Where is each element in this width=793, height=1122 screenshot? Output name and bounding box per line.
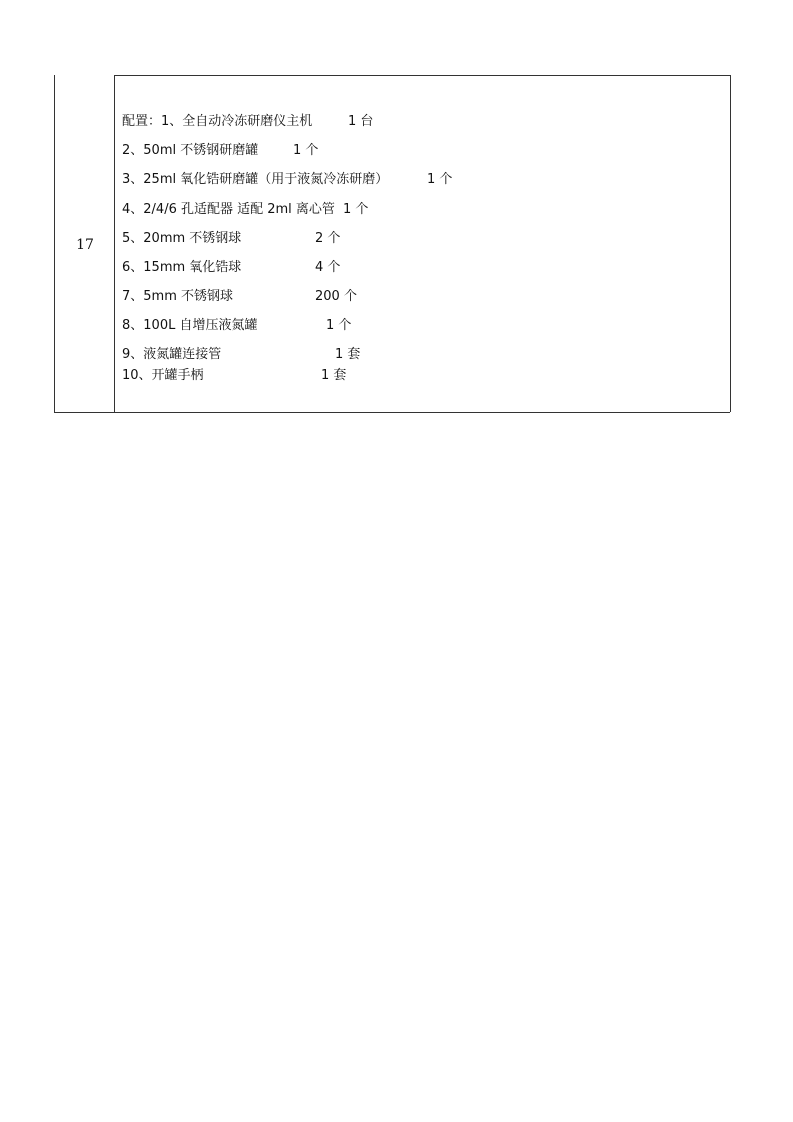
config-item-15mm-ball: 6、15mm 氧化锆球 [122,260,242,275]
config-item-qty: 1 个 [326,318,352,333]
config-item-qty: 1 个 [427,172,453,187]
config-item-qty: 1 台 [348,114,374,129]
row-number-cell [55,75,115,412]
config-item-qty: 4 个 [315,260,341,275]
config-item-nitrogen-tank: 8、100L 自增压液氮罐 [122,318,258,333]
config-item-25ml-jar: 3、25ml 氧化锆研磨罐（用于液氮冷冻研磨） [122,172,389,187]
config-item-tank-pipe: 9、液氮罐连接管 [122,347,222,362]
config-item-qty: 1 个 [293,143,319,158]
spec-table [54,75,730,413]
config-item-5mm-ball: 7、5mm 不锈钢球 [122,289,234,304]
config-item-tank-handle: 10、开罐手柄 [122,368,204,383]
config-item-20mm-ball: 5、20mm 不锈钢球 [122,231,242,246]
config-item-50ml-jar: 2、50ml 不锈钢研磨罐 [122,143,259,158]
config-item-main-unit: 配置：1、全自动冷冻研磨仪主机 [122,114,313,129]
config-item-qty: 1 套 [321,368,347,383]
row-number: 17 [76,237,94,253]
config-item-qty: 200 个 [315,289,357,304]
config-item-qty: 1 套 [335,347,361,362]
config-item-qty: 1 个 [343,202,369,217]
configuration-cell [115,75,731,412]
config-item-qty: 2 个 [315,231,341,246]
config-item-adapter: 4、2/4/6 孔适配器 适配 2ml 离心管 [122,202,335,217]
